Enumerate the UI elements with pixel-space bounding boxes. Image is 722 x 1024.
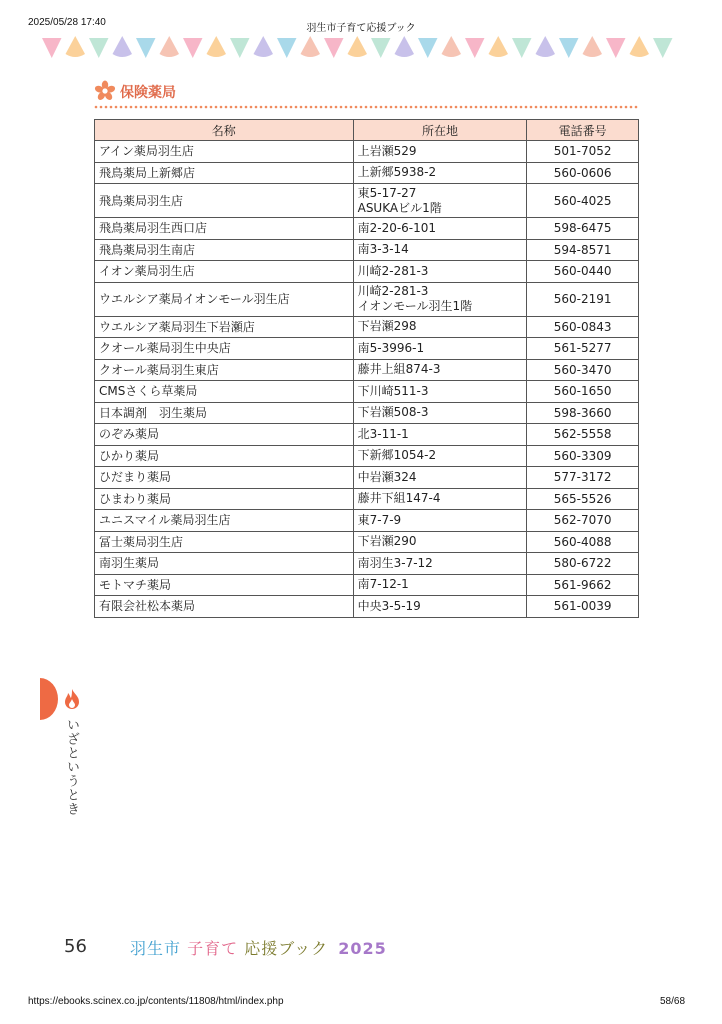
pharmacy-name: 冨士薬局羽生店 <box>95 531 354 553</box>
address-line: 南3-3-14 <box>357 242 409 257</box>
pharmacy-name: アイン薬局羽生店 <box>95 141 354 163</box>
print-footer-page: 58/68 <box>660 996 686 1007</box>
book-title-part3: 応援ブック <box>244 939 329 958</box>
bunting-flag <box>606 38 626 58</box>
pharmacy-phone: 560-4025 <box>527 184 639 218</box>
pharmacy-address <box>353 574 527 596</box>
pharmacy-address <box>353 402 527 424</box>
pharmacy-name: クオール薬局羽生中央店 <box>95 338 354 360</box>
pharmacy-name: モトマチ薬局 <box>95 574 354 596</box>
bunting-flag <box>42 38 62 58</box>
pharmacy-phone: 577-3172 <box>527 467 639 489</box>
address-line: 下岩瀬508-3 <box>357 405 429 420</box>
section-title: 保険薬局 <box>120 85 176 101</box>
bunting-flag <box>583 36 603 57</box>
bunting-flag <box>348 36 368 57</box>
pharmacy-name: ひだまり薬局 <box>95 467 354 489</box>
pharmacy-address <box>353 239 527 261</box>
table-row <box>95 424 639 446</box>
table-row <box>95 141 639 163</box>
bunting-flag <box>183 38 203 58</box>
address-line: 下川崎511-3 <box>357 383 429 398</box>
pharmacy-address <box>353 531 527 553</box>
address-line: 南羽生3-7-12 <box>357 555 433 570</box>
table-row <box>95 467 639 489</box>
table-row <box>95 531 639 553</box>
pharmacy-phone: 594-8571 <box>527 239 639 261</box>
bunting-flag <box>489 36 509 57</box>
book-title-year: 2025 <box>338 939 387 958</box>
address-line: 川崎2-281-3 <box>357 263 429 278</box>
pharmacy-table <box>94 119 639 618</box>
pharmacy-phone: 560-3309 <box>527 445 639 467</box>
table-row <box>95 359 639 381</box>
pharmacy-phone: 501-7052 <box>527 141 639 163</box>
pharmacy-address <box>353 381 527 403</box>
address-line: 北3-11-1 <box>357 426 409 441</box>
table-row <box>95 553 639 575</box>
pharmacy-name: 日本調剤 羽生薬局 <box>95 402 354 424</box>
bunting-flag <box>89 38 109 58</box>
pharmacy-address <box>353 184 527 218</box>
pharmacy-name: ひかり薬局 <box>95 445 354 467</box>
pharmacy-address <box>353 488 527 510</box>
page-number: 56 <box>64 936 87 957</box>
table-row <box>95 184 639 218</box>
bunting-flag <box>559 38 579 58</box>
pharmacy-name: ウエルシア薬局イオンモール羽生店 <box>95 282 354 316</box>
table-row <box>95 596 639 618</box>
fire-icon <box>62 688 82 710</box>
pharmacy-phone: 560-0843 <box>527 316 639 338</box>
pharmacy-phone: 598-3660 <box>527 402 639 424</box>
bunting-flag <box>630 36 650 57</box>
pharmacy-address <box>353 316 527 338</box>
bunting-flag <box>230 38 250 58</box>
print-footer-url: https://ebooks.scinex.co.jp/contents/11808/html/index.php <box>28 996 284 1007</box>
address-line: 藤井下組147-4 <box>357 491 441 506</box>
bunting-flag <box>442 36 462 57</box>
bunting-flag <box>113 36 133 57</box>
pharmacy-address <box>353 510 527 532</box>
pharmacy-address <box>353 141 527 163</box>
pharmacy-address <box>353 162 527 184</box>
address-line: 東7-7-9 <box>357 512 402 527</box>
pharmacy-phone: 560-3470 <box>527 359 639 381</box>
address-line: 藤井上組874-3 <box>357 362 441 377</box>
pharmacy-name: クオール薬局羽生東店 <box>95 359 354 381</box>
table-row <box>95 218 639 240</box>
address-line: 南2-20-6-101 <box>357 220 437 235</box>
table-header-row <box>95 120 639 141</box>
address-line: イオンモール羽生1階 <box>357 299 473 313</box>
pharmacy-phone: 560-2191 <box>527 282 639 316</box>
table-row <box>95 402 639 424</box>
side-label: いざというとき <box>64 718 79 816</box>
pharmacy-address <box>353 359 527 381</box>
pharmacy-name: イオン薬局羽生店 <box>95 261 354 283</box>
bunting-flag <box>160 36 180 57</box>
table-row <box>95 574 639 596</box>
address-line: 南5-3996-1 <box>357 340 425 355</box>
table-row <box>95 381 639 403</box>
pharmacy-name: 飛鳥薬局羽生西口店 <box>95 218 354 240</box>
pharmacy-phone: 565-5526 <box>527 488 639 510</box>
table-row <box>95 282 639 316</box>
pharmacy-name: ウエルシア薬局羽生下岩瀬店 <box>95 316 354 338</box>
pharmacy-address <box>353 596 527 618</box>
pharmacy-phone: 598-6475 <box>527 218 639 240</box>
address-line: 上岩瀬529 <box>357 143 417 158</box>
pharmacy-name: CMSさくら草薬局 <box>95 381 354 403</box>
bunting-decoration <box>40 34 684 64</box>
bunting-flag <box>277 38 297 58</box>
pharmacy-address <box>353 445 527 467</box>
pharmacy-address <box>353 467 527 489</box>
header-address: 所在地 <box>353 120 527 141</box>
book-title-part1: 羽生市 <box>130 939 182 958</box>
pharmacy-address <box>353 282 527 316</box>
print-title: 羽生市子育て応援ブック <box>306 23 416 34</box>
pharmacy-name: のぞみ薬局 <box>95 424 354 446</box>
pharmacy-phone: 562-7070 <box>527 510 639 532</box>
header-name: 名称 <box>95 120 354 141</box>
pharmacy-phone: 562-5558 <box>527 424 639 446</box>
section-side-tab <box>40 678 58 720</box>
pharmacy-name: 飛鳥薬局羽生店 <box>95 184 354 218</box>
pharmacy-name: 有限会社松本薬局 <box>95 596 354 618</box>
pharmacy-address <box>353 424 527 446</box>
bunting-flag <box>207 36 227 57</box>
pharmacy-phone: 561-9662 <box>527 574 639 596</box>
pharmacy-address <box>353 338 527 360</box>
bunting-flag <box>324 38 344 58</box>
address-line: 川崎2-281-3 <box>357 284 429 298</box>
pharmacy-address <box>353 218 527 240</box>
bunting-flag <box>66 36 86 57</box>
address-line: 中央3-5-19 <box>357 598 421 613</box>
bunting-flag <box>465 38 485 58</box>
bunting-flag <box>395 36 415 57</box>
book-title-part2: 子育て <box>187 939 239 958</box>
header-phone: 電話番号 <box>527 120 639 141</box>
bunting-flag <box>301 36 321 57</box>
table-row <box>95 162 639 184</box>
book-title <box>130 936 387 959</box>
print-datetime: 2025/05/28 17:40 <box>28 17 106 28</box>
table-row <box>95 261 639 283</box>
address-line: 下岩瀬298 <box>357 319 417 334</box>
pharmacy-address <box>353 261 527 283</box>
pharmacy-phone: 560-0440 <box>527 261 639 283</box>
pharmacy-name: 南羽生薬局 <box>95 553 354 575</box>
table-row <box>95 316 639 338</box>
pharmacy-phone: 560-1650 <box>527 381 639 403</box>
address-line: 東5-17-27 <box>357 185 417 200</box>
pharmacy-name: 飛鳥薬局上新郷店 <box>95 162 354 184</box>
address-line: 下岩瀬290 <box>357 534 417 549</box>
bunting-flag <box>653 38 673 58</box>
table-row <box>95 239 639 261</box>
flower-icon <box>94 80 116 102</box>
table-row <box>95 488 639 510</box>
pharmacy-phone: 580-6722 <box>527 553 639 575</box>
address-line: 南7-12-1 <box>357 577 409 592</box>
pharmacy-phone: 560-4088 <box>527 531 639 553</box>
pharmacy-name: 飛鳥薬局羽生南店 <box>95 239 354 261</box>
table-row <box>95 338 639 360</box>
bunting-flag <box>536 36 556 57</box>
dotted-divider <box>94 104 640 110</box>
bunting-flag <box>418 38 438 58</box>
bunting-flag <box>254 36 274 57</box>
pharmacy-name: ユニスマイル薬局羽生店 <box>95 510 354 532</box>
address-line: 下新郷1054-2 <box>357 448 437 463</box>
pharmacy-name: ひまわり薬局 <box>95 488 354 510</box>
bunting-flag <box>512 38 532 58</box>
pharmacy-phone: 561-0039 <box>527 596 639 618</box>
address-line: 中岩瀬324 <box>357 469 417 484</box>
address-line: 上新郷5938-2 <box>357 165 437 180</box>
bunting-flag <box>136 38 156 58</box>
bunting-flag <box>371 38 391 58</box>
pharmacy-phone: 560-0606 <box>527 162 639 184</box>
pharmacy-address <box>353 553 527 575</box>
pharmacy-phone: 561-5277 <box>527 338 639 360</box>
table-row <box>95 510 639 532</box>
table-row <box>95 445 639 467</box>
address-line: ASUKAビル1階 <box>357 200 442 215</box>
